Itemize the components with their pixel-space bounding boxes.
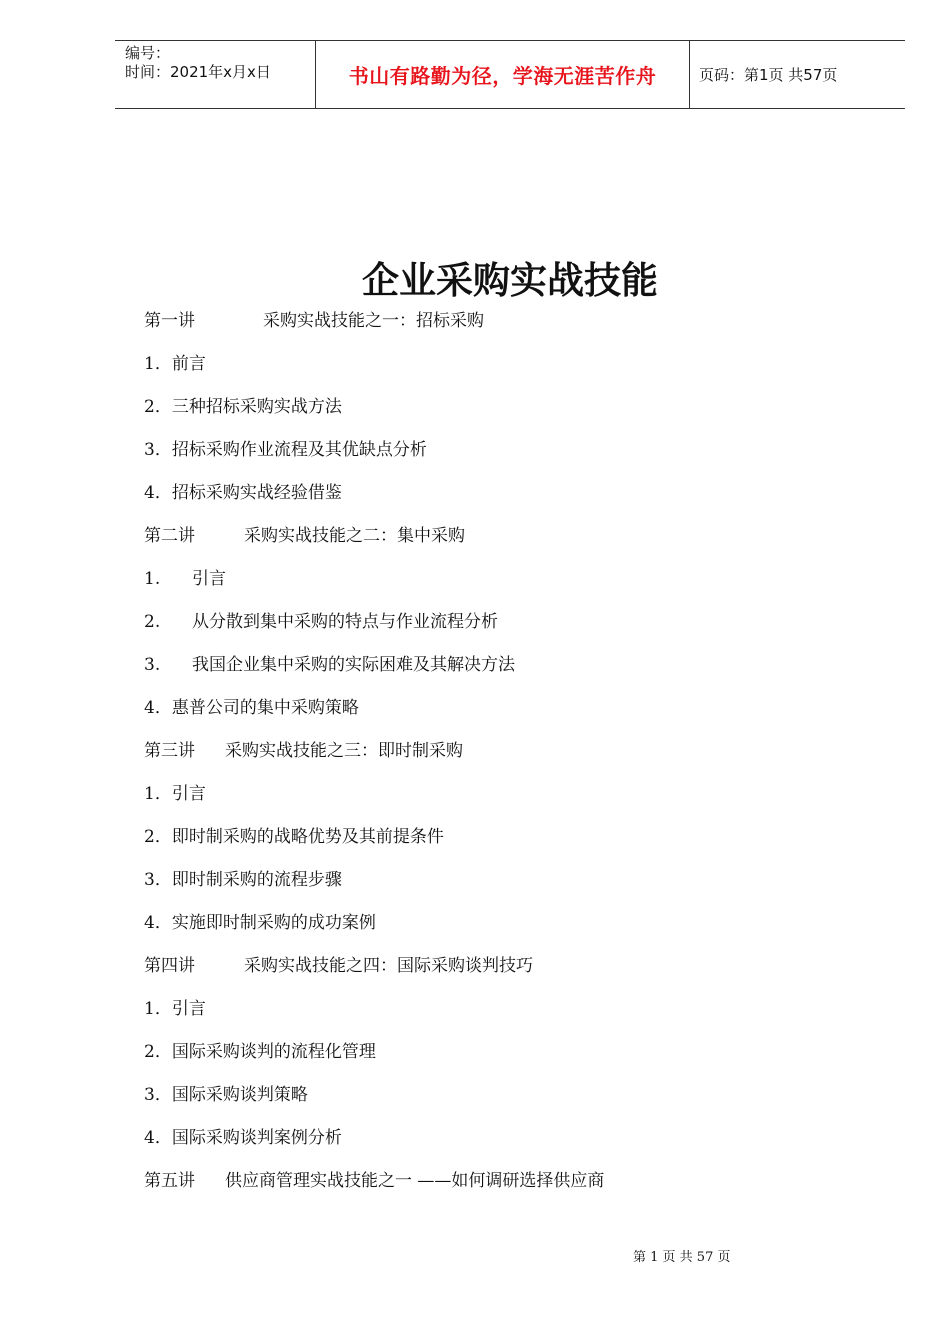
toc-item: 3．国际采购谈判策略 — [144, 1085, 308, 1105]
toc-item: 2．三种招标采购实战方法 — [144, 397, 342, 417]
lecture-number: 第四讲 — [144, 956, 195, 976]
time-label: 时间：2021年x月x日 — [125, 63, 271, 81]
toc-item: 2．即时制采购的战略优势及其前提条件 — [144, 827, 444, 847]
document-title: 企业采购实战技能 — [362, 258, 658, 302]
header-meta-cell — [115, 41, 315, 108]
page-footer: 第 1 页 共 57 页 — [633, 1250, 731, 1265]
toc-item: 4．国际采购谈判案例分析 — [144, 1128, 342, 1148]
header-motto-cell — [315, 41, 690, 108]
toc-item — [144, 558, 844, 601]
toc-item-number: 1. — [144, 569, 161, 589]
table-of-contents — [144, 300, 844, 1203]
lecture-number: 第一讲 — [144, 311, 195, 331]
toc-item: 3．招标采购作业流程及其优缺点分析 — [144, 440, 427, 460]
lecture-title: 采购实战技能之二：集中采购 — [244, 526, 465, 546]
toc-item-text: 从分散到集中采购的特点与作业流程分析 — [192, 612, 498, 632]
page-header — [115, 40, 905, 109]
toc-item: 1．引言 — [144, 784, 206, 804]
toc-item: 4．实施即时制采购的成功案例 — [144, 913, 376, 933]
toc-lecture-1 — [144, 300, 844, 343]
toc-item — [144, 601, 844, 644]
serial-number-label: 编号： — [125, 44, 171, 62]
lecture-number: 第二讲 — [144, 526, 195, 546]
page-info: 页码：第1页 共57页 — [699, 66, 838, 84]
toc-item-number: 2. — [144, 612, 161, 632]
motto-text: 书山有路勤为径，学海无涯苦作舟 — [348, 64, 657, 88]
lecture-title: 供应商管理实战技能之一 ——如何调研选择供应商 — [225, 1171, 605, 1191]
lecture-title: 采购实战技能之三：即时制采购 — [225, 741, 463, 761]
toc-item-text: 引言 — [192, 569, 226, 589]
toc-lecture-5 — [144, 1160, 844, 1203]
toc-item-number: 3. — [144, 655, 161, 675]
toc-lecture-3 — [144, 730, 844, 773]
header-page-cell — [690, 41, 905, 108]
toc-item: 3．即时制采购的流程步骤 — [144, 870, 342, 890]
lecture-title: 采购实战技能之一：招标采购 — [263, 311, 484, 331]
toc-item: 1．引言 — [144, 999, 206, 1019]
toc-lecture-2 — [144, 515, 844, 558]
lecture-number: 第五讲 — [144, 1171, 195, 1191]
lecture-title: 采购实战技能之四：国际采购谈判技巧 — [244, 956, 533, 976]
toc-item: 1．前言 — [144, 354, 206, 374]
lecture-number: 第三讲 — [144, 741, 195, 761]
toc-item: 4．招标采购实战经验借鉴 — [144, 483, 342, 503]
toc-item: 2．国际采购谈判的流程化管理 — [144, 1042, 376, 1062]
toc-lecture-4 — [144, 945, 844, 988]
toc-item — [144, 644, 844, 687]
toc-item: 4．惠普公司的集中采购策略 — [144, 698, 359, 718]
toc-item-text: 我国企业集中采购的实际困难及其解决方法 — [192, 655, 515, 675]
